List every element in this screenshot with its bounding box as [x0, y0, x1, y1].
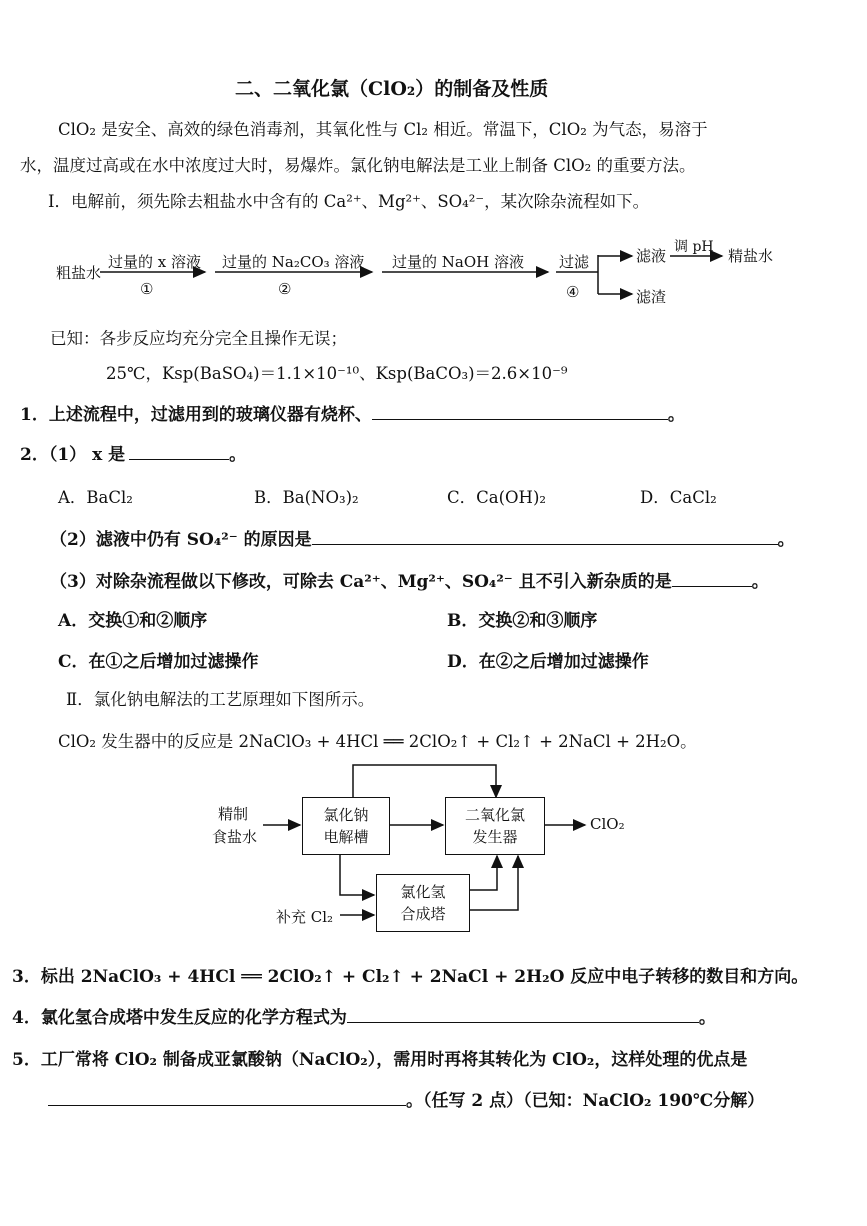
question-4-end: 。	[698, 1008, 716, 1028]
flow-step1-number: ①	[140, 280, 154, 298]
arrow-tower-to-generator	[470, 856, 497, 890]
arrow-tower-to-generator-2	[470, 856, 518, 910]
flow-step4-number: ④	[566, 283, 580, 301]
question-1-end: 。	[667, 405, 685, 425]
flow-residue-label: 滤渣	[636, 288, 667, 306]
electrolyzer-box	[302, 797, 390, 855]
answer-blank-5[interactable]	[48, 1091, 406, 1106]
question-2-sub2-text: （2）滤液中仍有 SO₄²⁻ 的原因是	[50, 530, 312, 550]
option-2-a[interactable]: A．BaCl₂	[58, 488, 133, 507]
option-2-d[interactable]: D．CaCl₂	[640, 488, 717, 507]
intro-line-3: Ⅰ．电解前，须先除去粗盐水中含有的 Ca²⁺、Mg²⁺、SO₄²⁻，某次除杂流程如下。	[48, 192, 650, 211]
flow-filtrate-label: 滤液	[636, 247, 667, 265]
question-2-end: 。	[229, 445, 247, 465]
flow-step1-reagent: 过量的 x 溶液	[108, 253, 201, 271]
hcl-tower-box	[376, 874, 470, 932]
known-conditions: 已知：各步反应均充分完全且操作无误；	[50, 329, 347, 348]
option-2-c[interactable]: C．Ca(OH)₂	[447, 488, 546, 507]
intro-line-1: ClO₂ 是安全、高效的绿色消毒剂，其氧化性与 Cl₂ 相近。常温下，ClO₂ 为气态，易溶于	[58, 120, 708, 139]
tower-label-1: 氯化氢	[400, 883, 446, 901]
flow-step2-number: ②	[278, 280, 292, 298]
question-5-line1: 5．工厂常将 ClO₂ 制备成亚氯酸钠（NaClO₂），需用时再将其转化为 ClO₂，这样处理的优点是	[12, 1050, 748, 1070]
flow-step3-reagent: 过量的 NaOH 溶液	[392, 253, 524, 271]
question-2-sub3-end: 。	[751, 572, 769, 592]
clo2-generator-box	[445, 797, 545, 855]
page-title: 二、二氧化氯（ClO₂）的制备及性质	[235, 78, 549, 100]
electrolyzer-label-1: 氯化钠	[323, 806, 369, 824]
option-2-3-a[interactable]: A．交换①和②顺序	[58, 611, 208, 631]
question-2-sub3-text: （3）对除杂流程做以下修改，可除去 Ca²⁺、Mg²⁺、SO₄²⁻ 且不引入新杂质的是	[50, 572, 672, 592]
question-5-line2-end: 。（任写 2 点）（已知：NaClO₂ 190℃分解）	[406, 1091, 765, 1111]
intro-line-2: 水，温度过高或在水中浓度过大时，易爆炸。氯化钠电解法是工业上制备 ClO₂ 的重要方法。	[20, 156, 696, 175]
question-5-line2	[48, 1086, 764, 1111]
flow-adjust-ph-label: 调 pH	[674, 239, 714, 255]
generator-reaction: ClO₂ 发生器中的反应是 2NaClO₃ + 4HCl ══ 2ClO₂↑ + Cl₂↑ + 2NaCl + 2H₂O。	[58, 732, 697, 751]
diagram-input-brine-line1: 精制	[218, 805, 249, 823]
answer-blank-4[interactable]	[347, 1008, 699, 1023]
flow-step4-label: 过滤	[559, 253, 590, 271]
option-2-b[interactable]: B．Ba(NO₃)₂	[254, 488, 359, 507]
flow-product-label: 精盐水	[728, 247, 774, 265]
flow-start-label: 粗盐水	[56, 264, 102, 282]
generator-label-2: 发生器	[472, 828, 518, 846]
electrolyzer-label-2: 电解槽	[323, 828, 369, 846]
tower-label-2: 合成塔	[400, 905, 446, 923]
question-2-sub2-end: 。	[777, 530, 795, 550]
diagram-output-clo2: ClO₂	[590, 815, 625, 833]
option-2-3-c[interactable]: C．在①之后增加过滤操作	[58, 652, 259, 672]
part-2-heading: Ⅱ．氯化钠电解法的工艺原理如下图所示。	[66, 690, 375, 709]
question-3: 3．标出 2NaClO₃ + 4HCl ══ 2ClO₂↑ + Cl₂↑ + 2NaCl + 2H₂O 反应中电子转移的数目和方向。	[12, 967, 809, 987]
flow-step2-reagent: 过量的 Na₂CO₃ 溶液	[222, 253, 365, 271]
question-4	[12, 1003, 716, 1028]
diagram-input-chlorine: 补充 Cl₂	[276, 908, 334, 926]
question-1-text: 1．上述流程中，过滤用到的玻璃仪器有烧杯、	[20, 405, 372, 425]
generator-label-1: 二氧化氯	[464, 806, 525, 824]
question-2-stem: 2．（1） x 是	[20, 445, 126, 465]
question-4-text: 4．氯化氢合成塔中发生反应的化学方程式为	[12, 1008, 347, 1028]
arrow-electrolyzer-to-tower	[340, 853, 374, 895]
option-2-3-d[interactable]: D．在②之后增加过滤操作	[447, 652, 649, 672]
ksp-values: 25℃，Ksp(BaSO₄)＝1.1×10⁻¹⁰、Ksp(BaCO₃)＝2.6×10⁻⁹	[106, 364, 568, 383]
option-2-3-b[interactable]: B．交换②和③顺序	[447, 611, 598, 631]
arrow-recycle-loop	[353, 765, 496, 797]
diagram-input-brine-line2: 食盐水	[212, 828, 258, 846]
